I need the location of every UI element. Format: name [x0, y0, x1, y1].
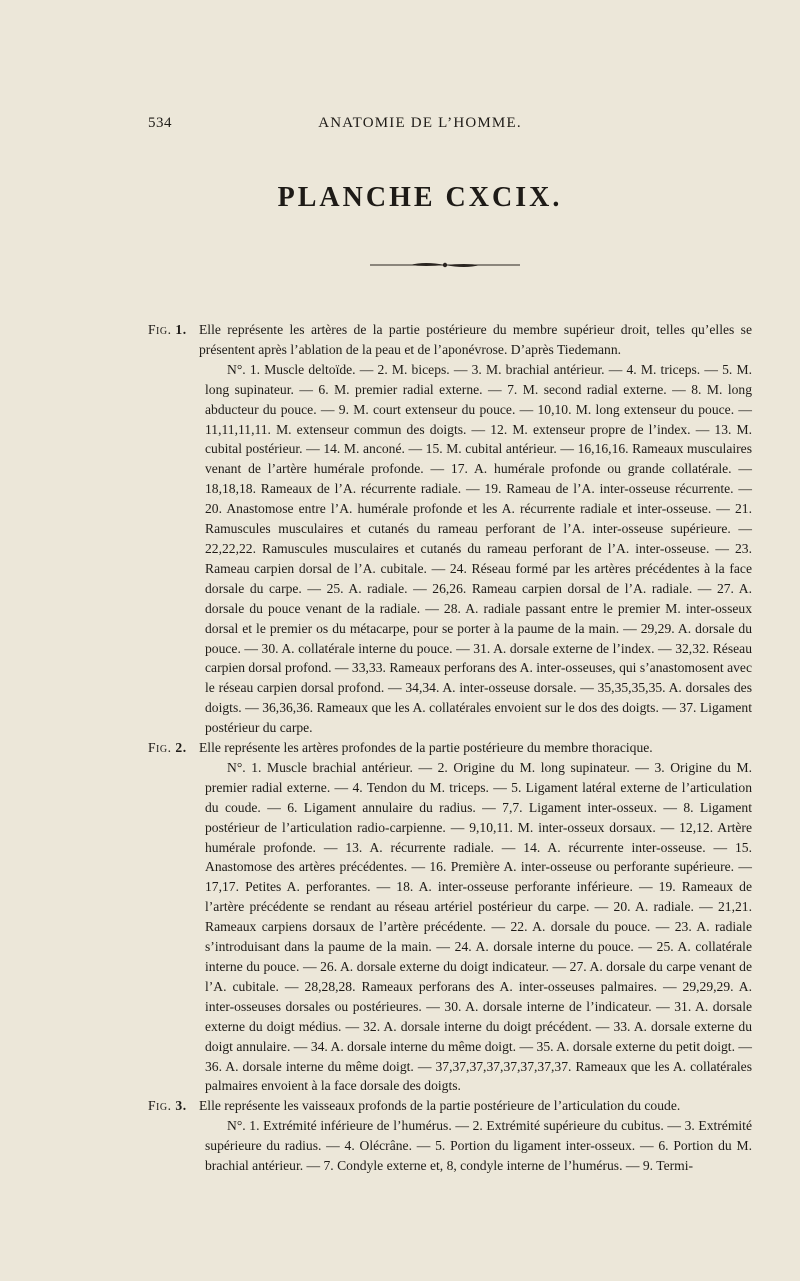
figure-3-entry: [148, 1096, 752, 1176]
figure-1-legend: N°. 1. Muscle deltoïde. — 2. M. biceps. — 3. M. brachial antérieur. — 4. M. triceps. — 5. M. long supinateur. — 6. M. premier radial externe. — 7. M. second radial externe. — 8. M. long abducteur du pouce. — 9. M. court extenseur du pouce. — 10,10. M. long extenseur du pouce. — 11,11,11,11. M. extenseur commun des doigts. — 12. M. extenseur propre de l’index. — 13. M. cubital postérieur. — 14. M. anconé. — 15. M. cubital antérieur. — 16,16,16. Rameaux musculaires venant de l’artère humérale profonde. — 17. A. humérale profonde ou grande collatérale. — 18,18,18. Rameaux de l’A. récurrente radiale. — 19. Rameau de l’A. inter-osseuse récurrente. — 20. Anastomose entre l’A. humérale profonde et les A. récurrente radiale et inter-osseuse. — 21. Ramuscules musculaires et cutanés du rameau perforant de l’A. inter-osseuse supérieure. — 22,22,22. Ramuscules musculaires et cutanés du rameau perforant de l’A. inter-osseuse. — 23. Rameau carpien dorsal de l’A. cubitale. — 24. Réseau formé par les artères précédentes à la face dorsale du carpe. — 25. A. radiale. — 26,26. Rameau carpien dorsal de l’A. radiale. — 27. A. dorsale du pouce venant de la radiale. — 28. A. radiale passant entre le premier M. inter-osseux dorsal et le premier os du métacarpe, pour se porter à la paume de la main. — 29,29. A. dorsale du pouce. — 30. A. collatérale interne du pouce. — 31. A. dorsale externe de l’index. — 32,32. Réseau carpien dorsal profond. — 33,33. Rameaux perforans des A. inter-osseuses, qui s’anastomosent avec le réseau carpien dorsal profond. — 34,34. A. inter-osseuse dorsale. — 35,35,35,35. A. dorsales des doigts. — 36,36,36. Rameaux que les A. collatérales envoient sur le dos des doigts. — 37. Ligament postérieur du carpe.: [205, 361, 752, 736]
figure-2-entry: [148, 738, 752, 1096]
page-number: 534: [148, 115, 172, 131]
figure-1-label: Fig. 1.: [148, 322, 187, 337]
figure-3-label: Fig. 3.: [148, 1098, 187, 1114]
figure-3-description: Elle représente les vaisseaux profonds de la partie postérieure de l’articulation du coude.: [199, 1098, 681, 1114]
figure-2-legend: N°. 1. Muscle brachial antérieur. — 2. Origine du M. long supinateur. — 3. Origine du M. premier radial externe. — 4. Tendon du M. triceps. — 5. Ligament latéral externe de l’articulation du coude. — 6. Ligament annulaire du radius. — 7,7. Ligament inter-osseux. — 8. Ligament postérieur de l’articulation radio-carpienne. — 9,10,11. M. inter-osseux dorsaux. — 12,12. Artère humérale profonde. — 13. A. récurrente radiale. — 14. A. récurrente inter-osseuse. — 15. Anastomose des artères précédentes. — 16. Première A. inter-osseuse ou perforante supérieure. — 17,17. Petites A. perforantes. — 18. A. inter-osseuse perforante inférieure. — 19. Rameaux de l’artère précédente se rendant au réseau artériel postérieur du carpe. — 20. A. radiale. — 21,21. Rameaux carpiens dorsaux de l’artère précédente. — 22. A. dorsale du pouce. — 23. A. radiale s’introduisant dans la paume de la main. — 24. A. dorsale interne du pouce. — 25. A. collatérale interne du pouce. — 26. A. dorsale externe du doigt indicateur. — 27. A. dorsale du carpe venant de l’A. cubitale. — 28,28,28. Rameaux perforans des A. inter-osseuses palmaires. — 29,29,29. A. inter-osseuses dorsales ou postérieures. — 30. A. dorsale interne de l’indicateur. — 31. A. dorsale externe du doigt médius. — 32. A. dorsale interne du doigt précédent. — 33. A. dorsale externe du doigt annulaire. — 34. A. dorsale interne du même doigt. — 35. A. dorsale externe du petit doigt. — 36. A. dorsale interne du même doigt. — 37,37,37,37,37,37,37,37. Rameaux que les A. collatérales palmaires envoient à la face dorsale des doigts.: [205, 759, 752, 1094]
plate-title: PLANCHE CXCIX.: [277, 182, 563, 213]
plate-legend: [148, 320, 752, 1176]
figure-3-legend: N°. 1. Extrémité inférieure de l’humérus. — 2. Extrémité supérieure du cubitus. — 3. Extrémité supérieure du radius. — 4. Olécrâne. — 5. Portion du ligament inter-osseux. — 6. Portion du M. brachial antérieur. — 7. Condyle externe et, 8, condyle interne de l’humérus. — 9. Termi-: [205, 1118, 752, 1174]
figure-1-description: Elle représente les artères de la partie postérieure du membre supérieur droit, telles qu’elles se présentent après l’ablation de la peau et de l’aponévrose. D’après Tiedemann.: [199, 322, 752, 357]
running-head: ANATOMIE DE L’HOMME.: [318, 115, 522, 131]
ornament-rule: [370, 261, 520, 269]
figure-2-description: Elle représente les artères profondes de la partie postérieure du membre thoracique.: [199, 740, 653, 756]
figure-1-entry: [148, 320, 752, 738]
figure-2-label: Fig. 2.: [148, 740, 187, 756]
